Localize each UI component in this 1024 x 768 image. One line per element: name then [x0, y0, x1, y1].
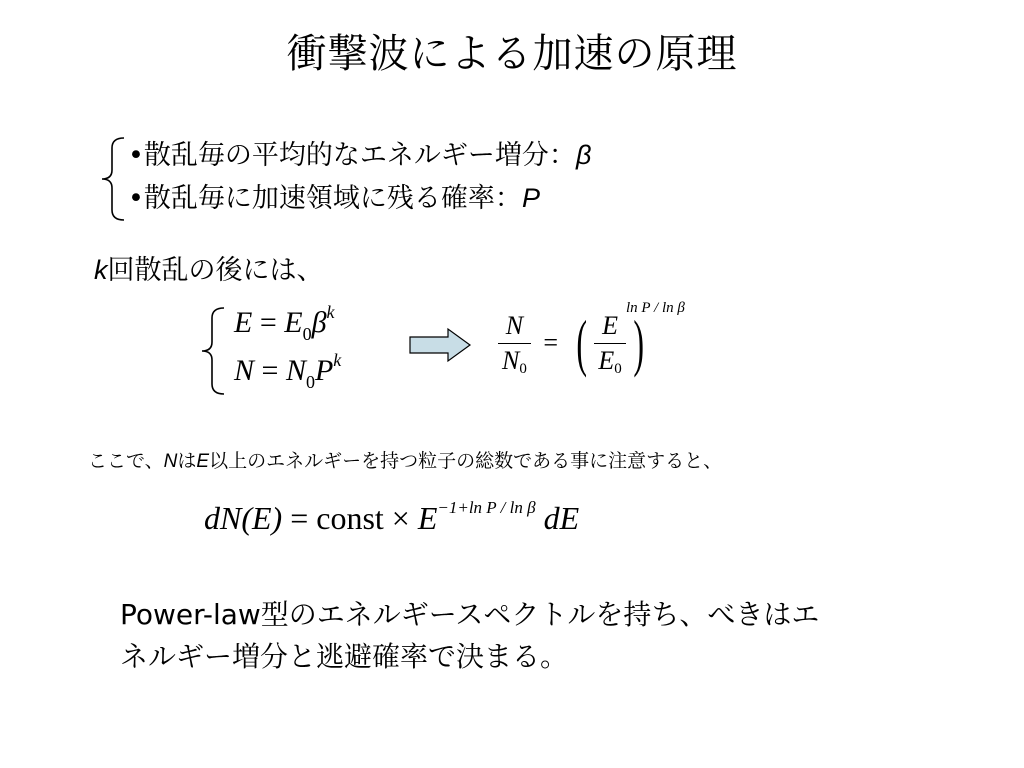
equation-number: $N = N_0P^k$: [234, 350, 342, 392]
equation-energy: $E = E_0\beta^k$: [234, 302, 335, 344]
p-symbol: P: [521, 183, 540, 213]
conclusion-line-2: ネルギー増分と逃避確率で決まる。: [120, 640, 569, 673]
note-line: ここで、NはE以上のエネルギーを持つ粒子の総数である事に注意すると、: [88, 450, 723, 472]
equation-ratio: $\frac{N}{N0}$ = ( $\frac{E}{E0}$ ): [498, 306, 650, 380]
left-paren: (: [575, 307, 587, 378]
conclusion-line-1: Power-law型のエネルギースペクトルを持ち、べきはエ: [120, 598, 820, 631]
ratio-exponent: ln P / ln β: [626, 300, 685, 316]
bullet-item-energy-gain: •散乱毎の平均的なエネルギー増分：β: [128, 140, 592, 171]
right-paren: ): [633, 307, 645, 378]
bullet-list: [128, 134, 591, 220]
final-exponent: −1+ln P / ln β: [437, 498, 536, 517]
right-arrow-icon: [408, 327, 472, 363]
beta-symbol: β: [575, 140, 592, 170]
equations-brace: [200, 306, 226, 396]
bullets-brace: [98, 136, 126, 222]
fraction-e-e0: $\frac{E}{E0}$: [594, 311, 625, 376]
fraction-n-n0: $\frac{N}{N0}$: [498, 311, 531, 376]
bullet-item-escape-probability: •散乱毎に加速領域に残る確率：P: [128, 183, 540, 214]
page-title: 衝撃波による加速の原理: [286, 31, 738, 77]
k-scatter-line: k回散乱の後には、: [94, 255, 324, 286]
final-equation: dN(E) = const × $E^{-1+ln P / ln \beta}$ dE: [204, 498, 580, 536]
conclusion-text: [120, 594, 819, 678]
